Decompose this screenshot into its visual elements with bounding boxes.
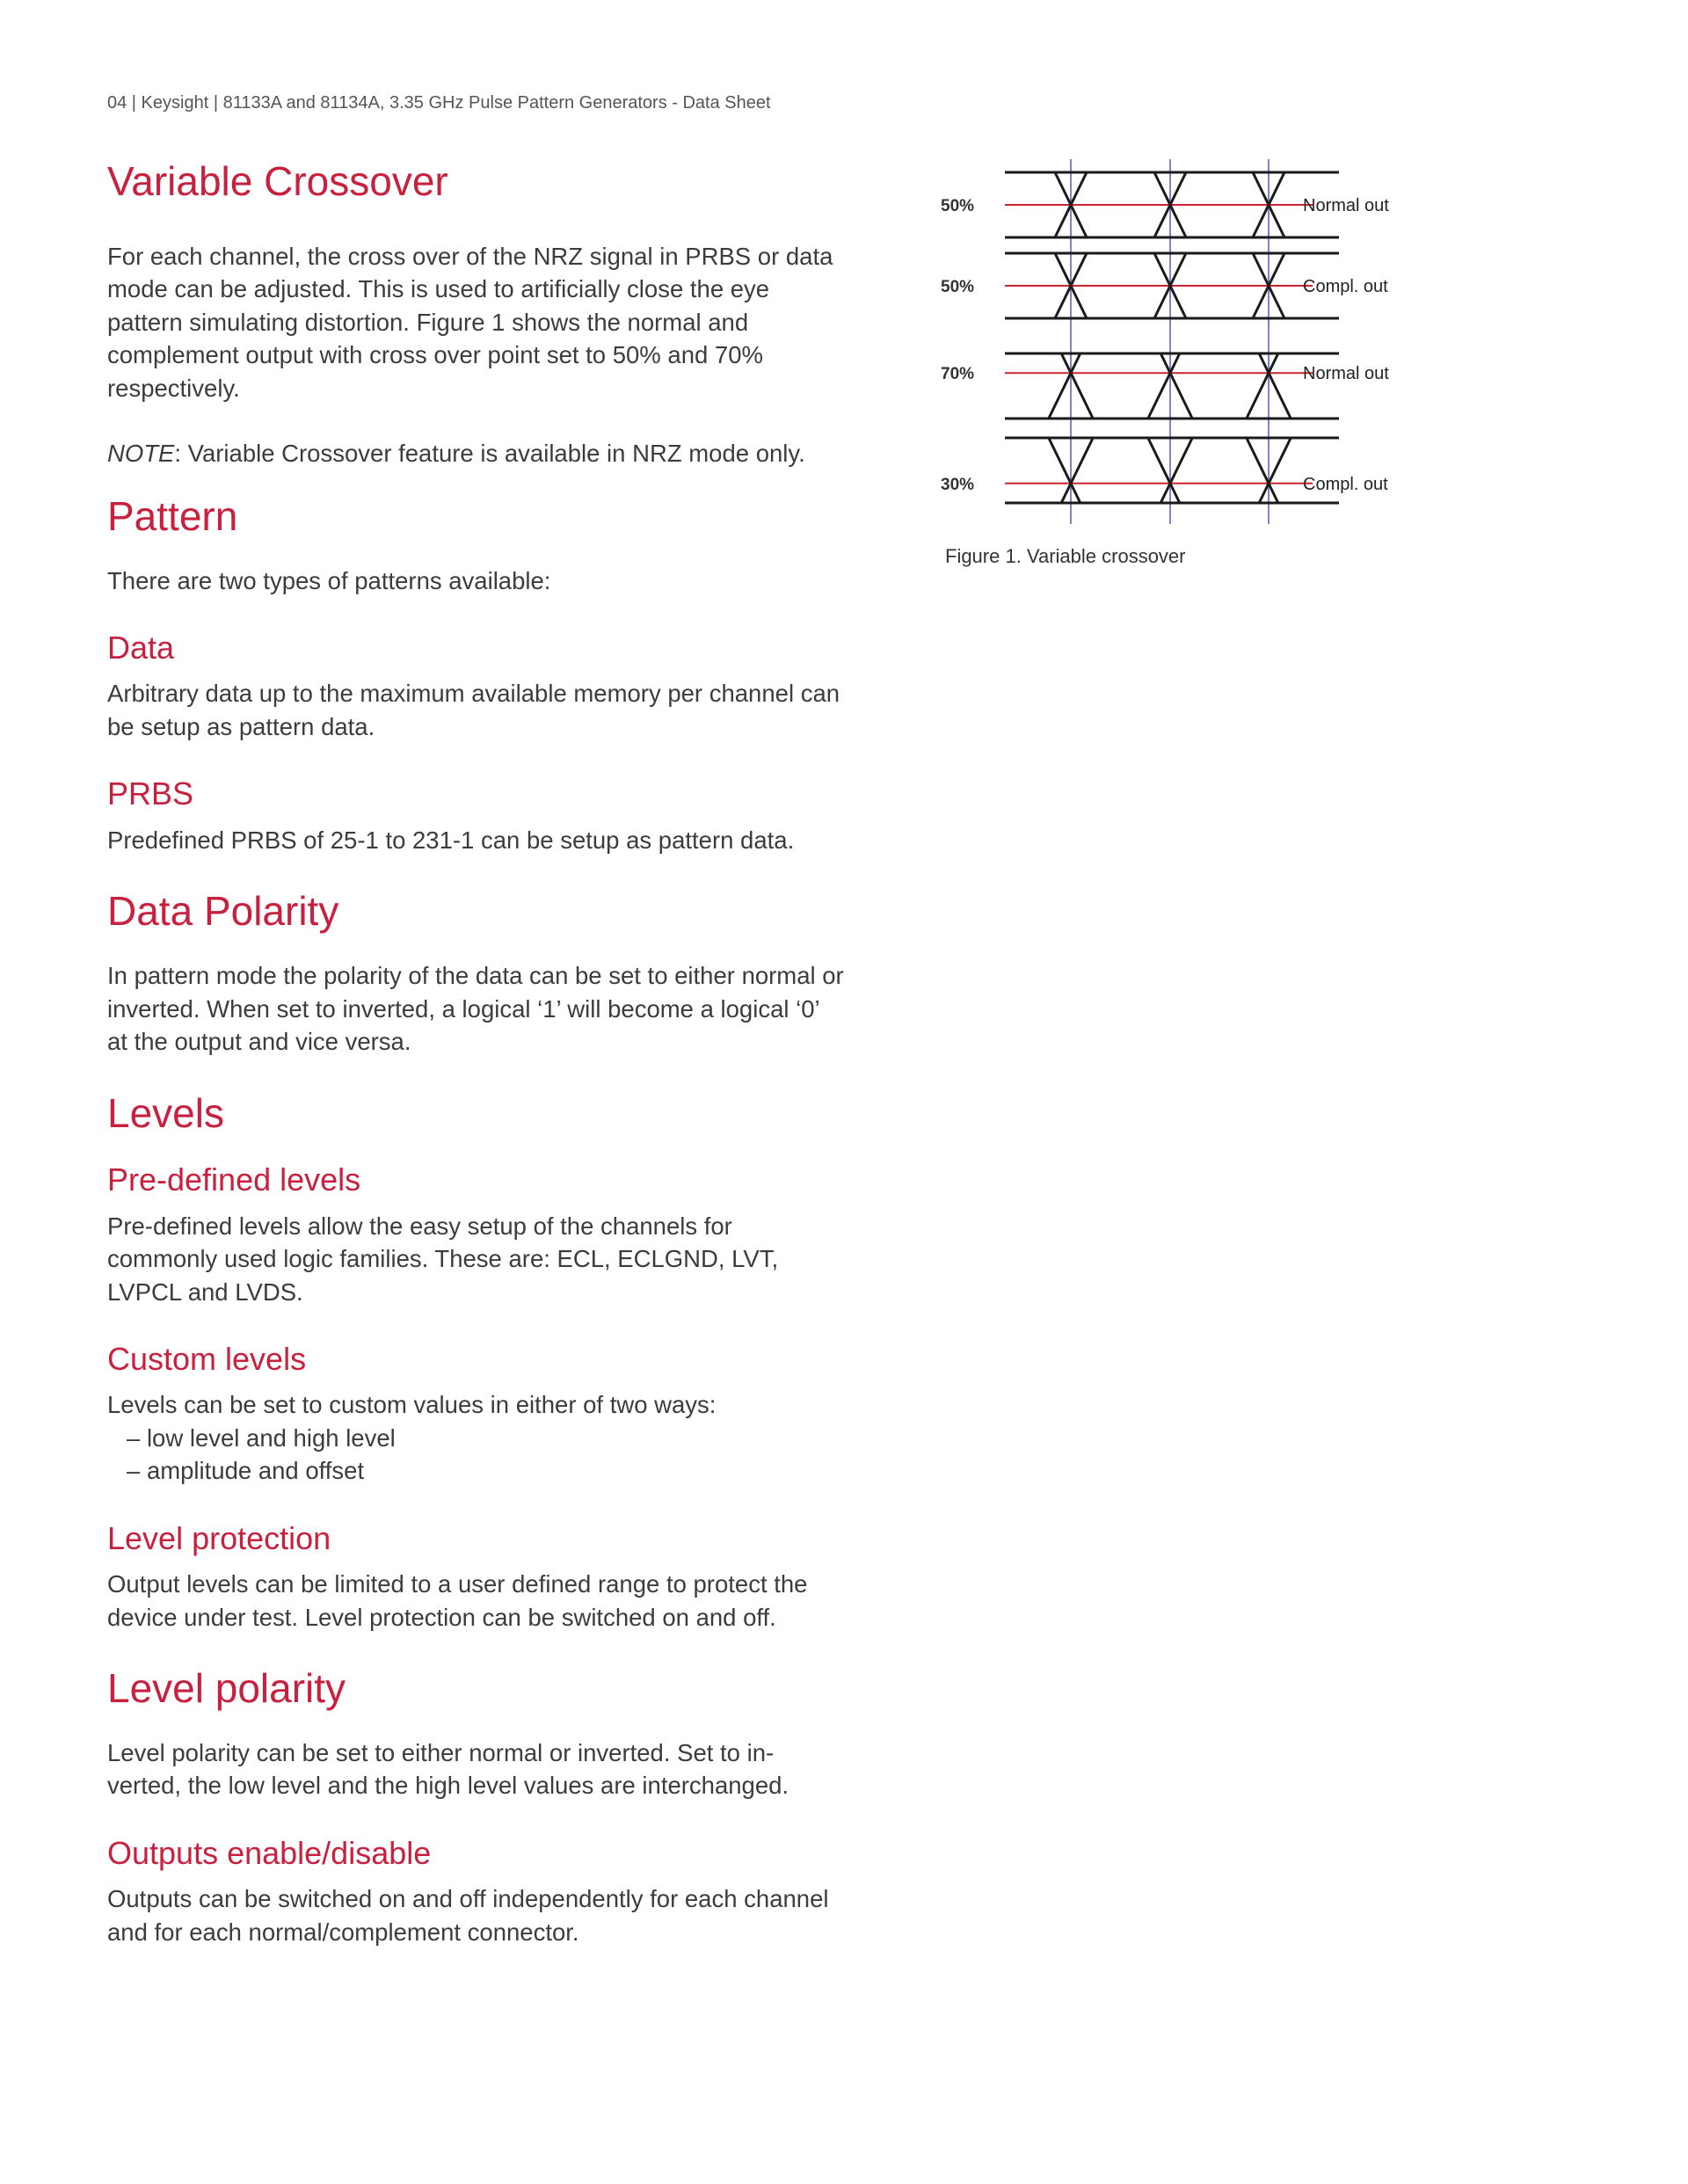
output-label: Compl. out [1303,277,1388,296]
rising-edge [1247,353,1278,419]
section-title-pattern: Pattern [107,492,238,539]
variable-crossover-figure [932,155,1407,542]
pattern-intro: There are two types of patterns available: [107,566,551,594]
list-item: – amplitude and offset [127,1454,846,1488]
falling-edge [1247,438,1278,503]
note-text: : Variable Crossover feature is available in NRZ mode only. [174,440,805,468]
section-title-variable-crossover: Variable Crossover [107,158,448,204]
subsection-title-level-protection: Level protection [107,1519,331,1556]
predefined-levels-body: Pre-defined levels allow the easy setup of the channels for commonly used logic families. These are: ECL, ECLGND, LVT, LVPCL and LVDS. [107,1212,779,1306]
variable-crossover-body: For each channel, the cross over of the NRZ signal in PRBS or data mode can be adjusted. This is used to artificially close the eye pattern simulating distortion. Figure 1 shows the normal and complement output with cross over point set to 50% and 70% respectively. [107,242,833,402]
section-title-levels: Levels [107,1089,224,1136]
outputs-enable-body: Outputs can be switched on and off independently for each channel and for each normal/complement connector. [107,1885,829,1946]
output-label: Compl. out [1303,474,1388,494]
section-title-data-polarity: Data Polarity [107,888,339,935]
crossover-percent-label: 70% [941,365,975,384]
falling-edge [1148,438,1180,503]
list-item: – low level and high level [127,1422,846,1455]
data-body: Arbitrary data up to the maximum available memory per channel can be setup as pattern data. [107,680,840,740]
data-polarity-body: In pattern mode the polarity of the data can be set to either normal or inverted. When set to inverted, a logical ‘1’ will become a logical ‘0’ at the output and vice versa. [107,962,844,1056]
subsection-title-predefined-levels: Pre-defined levels [107,1161,361,1198]
rising-edge [1061,438,1093,503]
falling-edge [1049,438,1080,503]
variable-crossover-note [107,437,846,470]
output-label: Normal out [1303,196,1389,215]
custom-levels-body: Levels can be set to custom values in either of two ways: [107,1391,717,1419]
rising-edge [1259,438,1291,503]
subsection-title-prbs: PRBS [107,775,194,812]
section-title-level-polarity: Level polarity [107,1665,346,1711]
crossover-percent-label: 30% [941,475,975,494]
figure-caption: Figure 1. Variable crossover [945,545,1186,567]
prbs-body: Predefined PRBS of 25-1 to 231-1 can be setup as pattern data. [107,826,795,854]
custom-levels-list [107,1422,846,1488]
falling-edge [1061,353,1093,419]
falling-edge [1259,353,1291,419]
output-label: Normal out [1303,364,1389,384]
level-polarity-body: Level polarity can be set to either normal or inverted. Set to in-verted, the low level and the high level values are interchanged. [107,1738,789,1800]
rising-edge [1049,353,1080,419]
note-label: NOTE [107,440,175,468]
subsection-title-outputs-enable: Outputs enable/disable [107,1834,432,1871]
rising-edge [1148,353,1180,419]
main-column [107,158,846,1948]
page-header: 04 | Keysight | 81133A and 81134A, 3.35 GHz Pulse Pattern Generators - Data Sheet [107,93,771,113]
eye-diagram [932,155,1407,542]
subsection-title-data: Data [107,630,175,666]
falling-edge [1160,353,1192,419]
crossover-percent-label: 50% [941,278,975,296]
level-protection-body: Output levels can be limited to a user defined range to protect the device under test. Level protection can be switched on and off. [107,1570,808,1631]
subsection-title-custom-levels: Custom levels [107,1341,307,1378]
rising-edge [1160,438,1192,503]
crossover-percent-label: 50% [941,197,975,215]
